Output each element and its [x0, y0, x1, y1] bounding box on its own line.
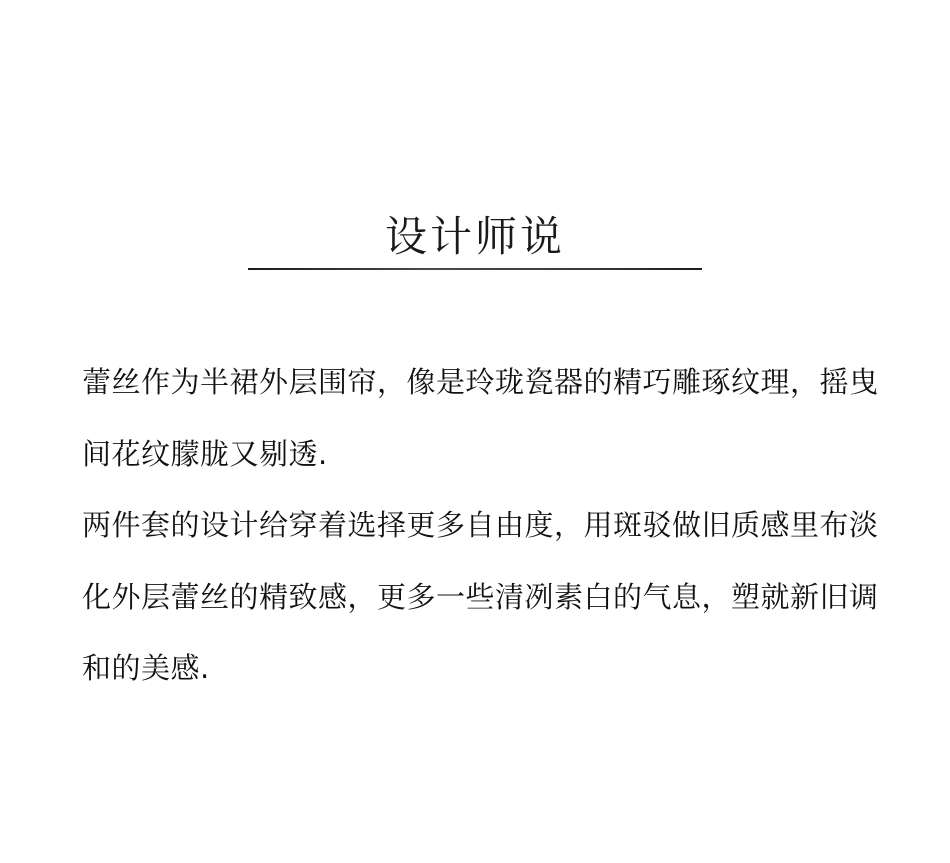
paragraph-1-line-2: 间花纹朦胧又剔透. — [82, 436, 328, 471]
paragraph-2-line-2: 化外层蕾丝的精致感，更多一些清冽素白的气息，塑就新旧调 — [82, 579, 879, 614]
paragraph-1 — [82, 347, 890, 490]
page-title: 设计师说 — [384, 212, 565, 262]
paragraph-2 — [82, 490, 890, 705]
paragraph-2-line-1: 两件套的设计给穿着选择更多自由度，用斑驳做旧质感里布淡 — [82, 508, 879, 542]
designer-description — [82, 347, 890, 705]
paragraph-1-line-1: 蕾丝作为半裙外层围帘，像是玲珑瓷器的精巧雕琢纹理，摇曳 — [82, 365, 879, 399]
paragraph-2-line-3: 和的美感. — [82, 651, 210, 685]
title-divider-line — [248, 268, 702, 270]
